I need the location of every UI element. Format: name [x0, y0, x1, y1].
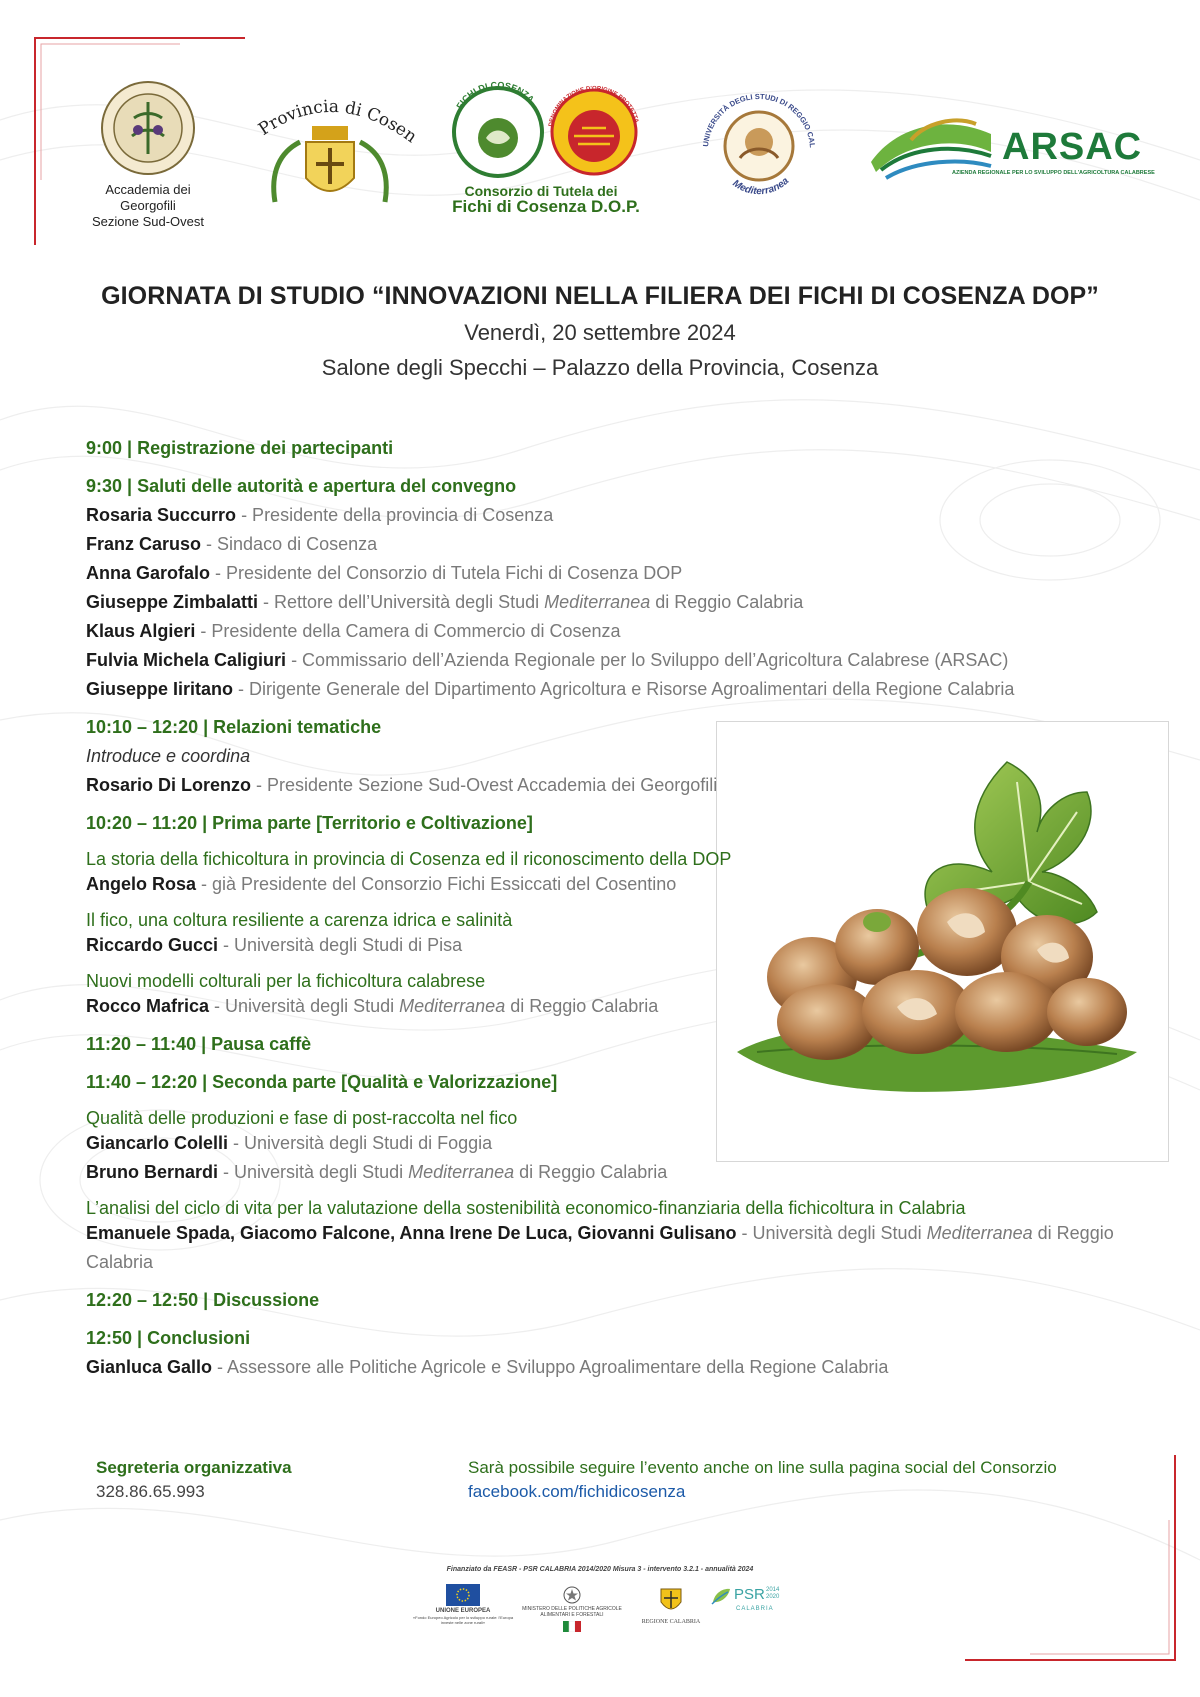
list-item [86, 1353, 1146, 1382]
session-part-two: 11:40 – 12:20 | Seconda parte [Qualità e Valorizzazione] [86, 1072, 558, 1092]
list-item [86, 501, 1146, 530]
list-item [86, 931, 1146, 960]
facebook-link[interactable]: facebook.com/fichidicosenza [468, 1482, 686, 1501]
speaker-name: Giuseppe Iiritano [86, 679, 234, 699]
speaker-role-emphasis: Mediterranea [408, 1162, 515, 1182]
speaker-role-end: di Reggio Calabria [514, 1162, 668, 1182]
moderator-role: - Presidente Sezione Sud-Ovest Accademia dei Georgofili [251, 775, 718, 795]
speaker-name: Anna Garofalo [86, 563, 211, 583]
speaker-role: - Sindaco di Cosenza [201, 534, 378, 554]
speaker-role: - Università degli Studi [209, 996, 400, 1016]
universita-seal-icon [694, 82, 824, 212]
speaker-role-emphasis: Mediterranea [926, 1223, 1033, 1243]
psr-logo [708, 1584, 792, 1624]
psr-years: 2014 2020 [766, 1587, 780, 1600]
session-discussion: 12:20 – 12:50 | Discussione [86, 1290, 320, 1310]
provincia-arc-text: Provincia di Cosen [254, 96, 420, 148]
regione-label: REGIONE CALABRIA [641, 1619, 701, 1625]
page-title: GIORNATA DI STUDIO “INNOVAZIONI NELLA FILIERA DEI FICHI DI COSENZA DOP” [101, 282, 1099, 310]
speaker-role: - già Presidente del Consorzio Fichi Essiccati del Cosentino [196, 874, 677, 894]
fichi-badge-text: FICHI DI COSENZA [454, 80, 537, 111]
speaker-role: - Università degli Studi di Foggia [228, 1133, 493, 1153]
list-item [86, 530, 1146, 559]
speaker-name: Angelo Rosa [86, 874, 197, 894]
list-item [86, 771, 1146, 800]
speaker-role: - Università degli Studi di Pisa [218, 935, 463, 955]
moderator-name: Rosario Di Lorenzo [86, 775, 252, 795]
speaker-role: - Rettore dell’Università degli Studi [258, 592, 545, 612]
talk-title: La storia della fichicoltura in provincia di Cosenza ed il riconoscimento della DOP [86, 849, 732, 869]
georgofili-section: Sezione Sud-Ovest [91, 214, 204, 229]
session-coffee-break: 11:20 – 11:40 | Pausa caffè [86, 1034, 312, 1054]
universita-arc-text: UNIVERSITÀ DEGLI STUDI DI REGGIO CAL [701, 91, 817, 148]
session-thematic-reports: 10:10 – 12:20 | Relazioni tematiche [86, 717, 382, 737]
talk-title: Qualità delle produzioni e fase di post-raccolta nel fico [86, 1108, 518, 1128]
speaker-name: Fulvia Michela Caligiuri [86, 650, 287, 670]
dop-arc-text: DENOMINAZIONE D'ORIGINE PROTETTA [548, 85, 639, 128]
speaker-role: - Commissario dell’Azienda Regionale per lo Sviluppo dell’Agricoltura Calabrese (ARSAC) [286, 650, 1009, 670]
speaker-role: - Dirigente Generale del Dipartimento Agricoltura e Risorse Agroalimentari della Regione Calabria [233, 679, 1015, 699]
speaker-name: Rosaria Succurro [86, 505, 237, 525]
speaker-role-emphasis: Mediterranea [399, 996, 506, 1016]
talk-title: Nuovi modelli colturali per la fichicoltura calabrese [86, 971, 486, 991]
consorzio-name-line2: Fichi di Cosenza D.O.P. [452, 197, 640, 216]
moderator-intro: Introduce e coordina [86, 746, 251, 766]
session-part-one: 10:20 – 11:20 | Prima parte [Territorio e Coltivazione] [86, 813, 533, 833]
arsac-tagline: AZIENDA REGIONALE PER LO SVILUPPO DELL'AGRICOLTURA CALABRESE [952, 170, 1155, 176]
consorzio-name-line1: Consorzio di Tutela dei [464, 183, 618, 199]
list-item [86, 1158, 1146, 1187]
speaker-role: - Università degli Studi [736, 1223, 927, 1243]
provincia-logo [240, 82, 420, 217]
speaker-role: - Università degli Studi [218, 1162, 409, 1182]
event-venue: Salone degli Specchi – Palazzo della Provincia, Cosenza [321, 355, 879, 380]
secretariat-label: Segreteria organizzativa [96, 1458, 292, 1477]
psr-region: CALABRIA [736, 1606, 774, 1612]
eu-flag-icon [446, 1584, 480, 1606]
speaker-role: - Presidente della Camera di Commercio di Cosenza [195, 621, 621, 641]
italian-flag-icon [563, 1621, 581, 1632]
universita-bottom-text: Mediterranea [730, 175, 792, 198]
georgofili-logo [78, 78, 218, 230]
list-item [86, 559, 1146, 588]
speaker-name: Giuseppe Zimbalatti [86, 592, 259, 612]
corner-bracket-bottom-right [960, 1450, 1180, 1670]
talk-title: Il fico, una coltura resiliente a carenza idrica e salinità [86, 910, 513, 930]
speaker-name: Giancarlo Colelli [86, 1133, 229, 1153]
eu-logo [408, 1584, 518, 1625]
regione-calabria-logo [636, 1586, 706, 1626]
speaker-name: Klaus Algieri [86, 621, 196, 641]
georgofili-seal-icon [98, 78, 198, 178]
session-greetings: 9:30 | Saluti delle autorità e apertura del convegno [86, 476, 517, 496]
speaker-names: Emanuele Spada, Giacomo Falcone, Anna Irene De Luca, Giovanni Gulisano [86, 1223, 737, 1243]
speaker-name: Riccardo Gucci [86, 935, 219, 955]
secretariat-phone[interactable]: 328.86.65.993 [96, 1482, 205, 1501]
speaker-name: Franz Caruso [86, 534, 202, 554]
speaker-role: - Presidente del Consorzio di Tutela Fichi di Cosenza DOP [210, 563, 683, 583]
funding-note: Finanziato da FEASR - PSR CALABRIA 2014/2020 Misura 3 - intervento 3.2.1 - annualità 2024 [446, 1566, 754, 1573]
list-item [86, 675, 1146, 704]
regione-calabria-crest-icon [658, 1586, 684, 1616]
list-item [86, 992, 1146, 1021]
session-conclusions: 12:50 | Conclusioni [86, 1328, 251, 1348]
eu-subtitle: «Fondo Europeo Agricolo per lo sviluppo rurale: l'Europa investe nelle zone rurali» [412, 1615, 514, 1625]
list-item [86, 588, 1146, 617]
ministry-label: MINISTERO DELLE POLITICHE AGRICOLE ALIMENTARI E FORESTALI [522, 1606, 622, 1618]
session-registration: 9:00 | Registrazione dei partecipanti [86, 438, 394, 458]
eu-label: UNIONE EUROPEA [435, 1608, 491, 1614]
list-item [86, 646, 1146, 675]
speaker-name: Bruno Bernardi [86, 1162, 219, 1182]
list-item [86, 617, 1146, 646]
psr-leaf-icon [710, 1586, 732, 1606]
list-item [86, 1129, 1146, 1158]
italian-emblem-icon [563, 1586, 581, 1604]
speaker-role-end: di Reggio Calabria [650, 592, 804, 612]
georgofili-name: Accademia dei Georgofili [105, 182, 191, 213]
speaker-role-end: di Reggio Calabria [505, 996, 659, 1016]
consorzio-logo [436, 80, 666, 215]
speaker-name: Gianluca Gallo [86, 1357, 213, 1377]
speaker-name: Rocco Mafrica [86, 996, 210, 1016]
online-text: Sarà possibile seguire l’evento anche on line sulla pagina social del Consorzio [468, 1458, 1057, 1477]
event-date: Venerdì, 20 settembre 2024 [464, 320, 736, 345]
ministry-logo [514, 1586, 630, 1632]
list-item [86, 870, 1146, 899]
psr-label: PSR [734, 1586, 765, 1603]
list-item [86, 1219, 1126, 1277]
speaker-role: - Assessore alle Politiche Agricole e Sviluppo Agroalimentare della Regione Calabria [212, 1357, 889, 1377]
speaker-role-emphasis: Mediterranea [544, 592, 651, 612]
fichi-cosenza-badge-icon [436, 80, 666, 180]
speaker-role-end: di Reggio Calabria [86, 1223, 1114, 1272]
talk-title: L’analisi del ciclo di vita per la valutazione della sostenibilità economico-finanziaria della fichicoltura in Calabria [86, 1198, 966, 1218]
speaker-role: - Presidente della provincia di Cosenza [236, 505, 554, 525]
program [86, 434, 1146, 1382]
provincia-crest-icon [240, 82, 420, 212]
arsac-name: ARSAC [1002, 126, 1143, 168]
universita-logo [694, 82, 824, 217]
